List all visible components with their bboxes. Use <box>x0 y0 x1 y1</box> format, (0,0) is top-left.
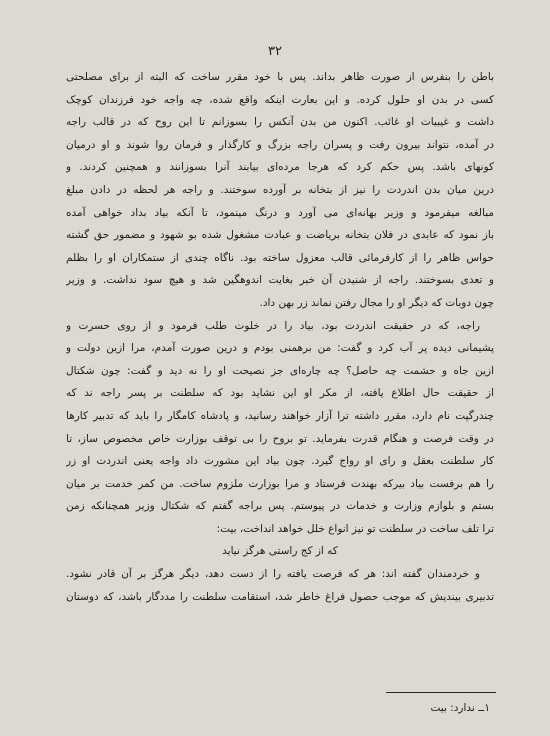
page-number: ۳۲ <box>268 44 282 59</box>
text-line: و تعدی بسوختند. راجه از شنیدن آن خبر بغایت اندوهگین شد و هیچ سود نداشت. و وزیر <box>66 274 494 287</box>
text-line: تدبیری بیندیش که موجب حصول فراغ خاطر شد، استقامت سلطنت را مددگار باشد، که دوستان <box>66 590 494 603</box>
text-line: باطن را بنفرس از صورت ظاهر بداند. پس با خود مقرر ساخت که البته از برای مصلحتی <box>66 71 494 83</box>
text-line: ازین جاه و حشمت چه حاصل؟ چه چاره‌ای جز نصیحت او را نه دید و گفت: چون شکتال <box>66 364 494 377</box>
text-line: پشیمانی دیده پر آب کرد و گفت: من برهمنی بودم و درین صورت آمدم، مرا ازین دولت و <box>66 342 494 355</box>
text-line: درین میان بدن اندردت را نیز از بتخانه بر آورده سوختند. و راجه هر لحظه در دادن مبلغ <box>66 183 494 196</box>
text-line: در وقت فرصت و هنگام قدرت بفرماید. تو بروح را بی توقف بوزارت خاص مخصوص ساز، تا <box>66 432 494 445</box>
text-line: باز نمود که عابدی در فلان بتخانه بریاضت و عبادت مشغول شده بو شهود و مضمور حق گشته <box>66 229 494 242</box>
text-line: و خردمندان گفته اند: هر که فرصت یافته را از دست دهد، دیگر هرگز بر آن قادر نشود. <box>66 568 480 581</box>
text-line: چون دوبات که دیگر او را مجال رفتن نماند زر بهن داد. <box>259 296 494 309</box>
text-line: حواس ظاهر را از کارفرمائی قالب معزول ساخته بود. ناگاه چندی از ستمکاران او را بظلم <box>66 251 494 264</box>
text-line: بستم و بلوازم وزارت و خدمات در پیوستم. پس براجه گفتم که شکتال وزیر همچنانکه زمن <box>66 500 494 513</box>
text-line: مبالغه میفرمود و وزیر بهانه‌ای می آورد و درنگ مینمود، تا آنکه بیاد بداد خواهی آمده <box>66 206 494 219</box>
main-text <box>66 66 494 608</box>
text-line: کار سلطنت بعقل و رای او رواج گیرد. چون بیاد این مشورت داد واجه یعنی اندردت او زر <box>66 455 494 468</box>
text-line: از حقیقت حال اطلاع یافته، از مکر او این نشاید بود که سلطنت بر پسر راجه ند که <box>66 387 494 400</box>
text-line: که از کج راستی هرگز نیاید <box>222 545 338 558</box>
text-line: کونهای باشد. پس حکم کرد که هرجا مرده‌ای بیابند آنرا بسوزانند و همچنین کردند. و <box>66 161 494 174</box>
text-line: کسی در بدن او حلول کرده. و این بعارت اینکه واقع شده، چه واجه خود فرزندان کوچک <box>66 93 494 106</box>
footnote: ۱ــ ندارد: بیت <box>430 702 490 714</box>
text-line: داشت و غیبیات او غائب. اکنون من بدن آنکس را بسوزانم تا این روح که در قالب راجه <box>66 116 494 129</box>
text-line: را هم برفست بیاد بیرکه بهندت فرستاد و مرا بوزارت ملزوم ساخت. من کمر خدمت بر میان <box>66 477 494 490</box>
text-line: ترا تلف ساخت در سلطنت تو نیز انواع خلل خواهد انداخت، بیت: <box>216 522 494 535</box>
text-line: در آمده، نتواند بیرون رفت و پسران راجه بزرگ و کارگذار و فرمان روا شوند و او درمیان <box>66 138 494 151</box>
footnote-divider <box>386 692 496 693</box>
text-line: چندرگپت نام دارد، مقرر داشته ترا آزار خواهند رسانید، و پادشاه کامگار را باید که تدبیر کارها <box>66 409 494 422</box>
text-line: راجه، که در حقیقت اندردت بود، بیاد را در خلوت طلب فرمود و از روی حسرت و <box>66 319 480 332</box>
